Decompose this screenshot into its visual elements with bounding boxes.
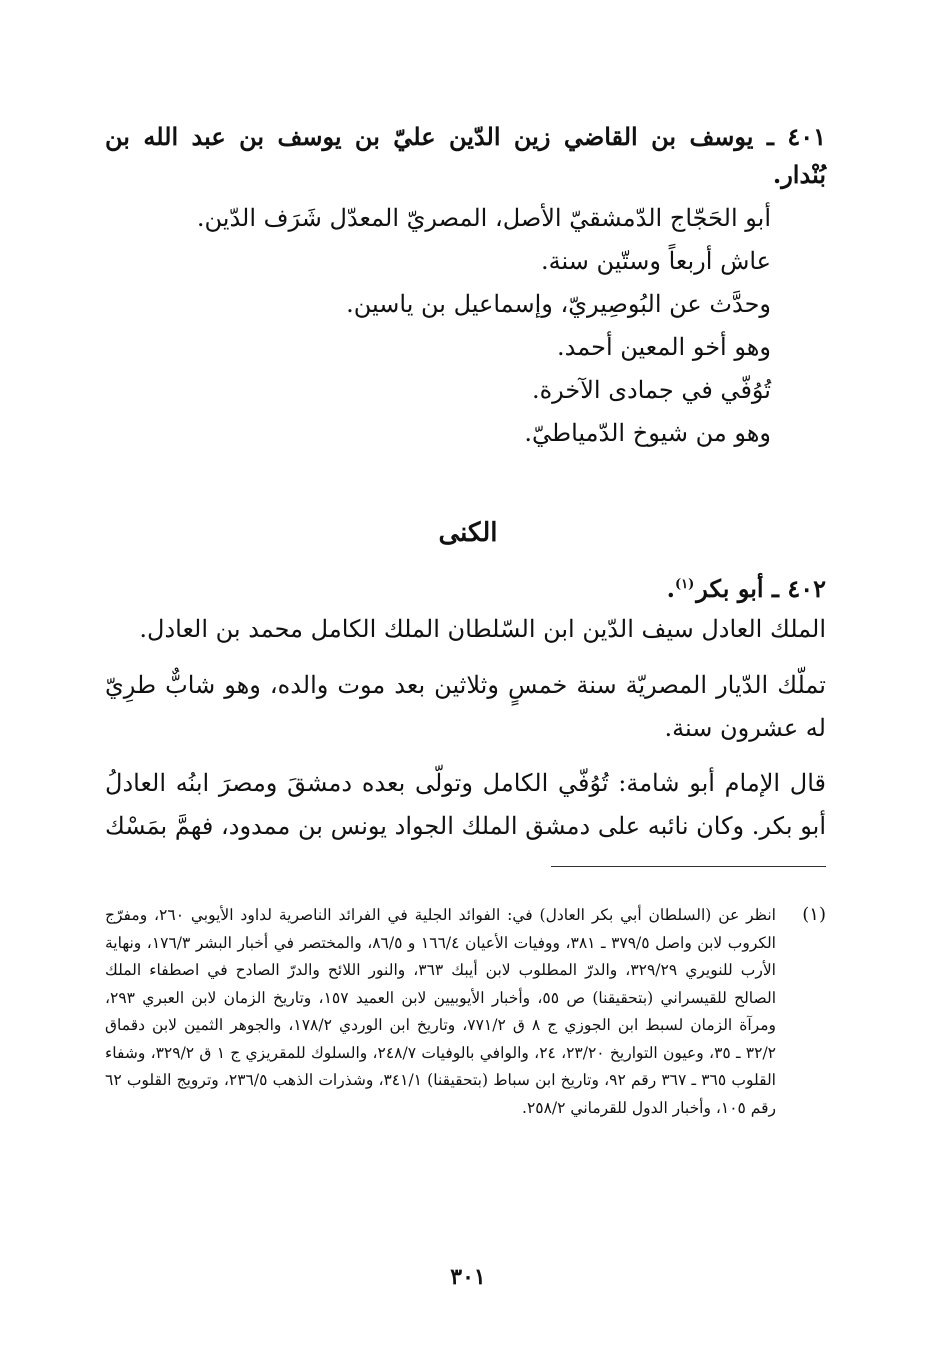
entry-401-line-2: عاش أربعاً وستّين سنة. xyxy=(541,247,771,275)
entry-402-heading-end: . xyxy=(666,574,675,603)
entry-401-line-6: وهو من شيوخ الدّمياطيّ. xyxy=(524,419,771,447)
entry-401-line-3: وحدَّث عن البُوصِيريّ، وإسماعيل بن ياسين. xyxy=(346,290,771,318)
entry-402-paragraph-2-line-1: قال الإمام أبو شامة: تُوُفّي الكامل وتولّى بعده دمشقَ ومصرَ ابنُه العادلُ xyxy=(105,769,826,797)
entry-402-heading xyxy=(105,570,826,604)
entry-401-heading-line-2: بُنْدار. xyxy=(772,160,826,189)
footnote-text: انظر عن (السلطان أبي بكر العادل) في: الفوائد الجلية في الفرائد الناصرية لداود الأيوبي ٢٦٠، ومفرّج الكروب لابن واصل ٣٧٩/٥ ـ ٣٨١، ووفيات الأعيان ١٦٦/٤ و ٨٦/٥، والمختصر في أخبار البشر ١٧٦/٣، ونهاية الأرب للنويري ٣٢٩/٢٩، والدرّ المطلوب لابن أيبك ٣٦٣، والنور اللائح والدرّ الصادح في اصطفاء الملك الصالح للقيسراني (بتحقيقنا) ص ٥٥، وأخبار الأيوبيين لابن العميد ١٥٧، وتاريخ الزمان لابن العبري ٢٩٣، ومرآة الزمان لسبط ابن الجوزي ج ٨ ق ٧٧١/٢، وتاريخ ابن الوردي ١٧٨/٢، والجوهر الثمين لابن دقماق ٣٢/٢ ـ ٣٥، وعيون التواريخ ٢٣/٢٠، ٢٤، والوافي بالوفيات ٢٤٨/٧، والسلوك للمقريزي ج ١ ق ٣٢٩/٢، وشفاء القلوب ٣٦٥ ـ ٣٦٧ رقم ٩٢، وتاريخ ابن سباط (بتحقيقنا) ٣٤١/١، وشذرات الذهب ٢٣٦/٥، وترويج القلوب ٦٢ رقم ١٠٥، وأخبار الدول للقرماني ٢٥٨/٢. xyxy=(105,906,777,1117)
footnote-marker: (١) xyxy=(802,904,826,925)
entry-402-paragraph-1-line-1: تملّك الدّيار المصريّة سنة خمسٍ وثلاثين بعد موت والده، وهو شابٌّ طرِيّ xyxy=(105,671,826,699)
entry-402-heading-text: ٤٠٢ ـ أبو بكر xyxy=(696,574,826,603)
entry-401-line-1: أبو الحَجّاج الدّمشقيّ الأصل، المصريّ المعدّل شَرَف الدّين. xyxy=(196,204,771,232)
page-number: ٣٠١ xyxy=(450,1264,486,1290)
entry-402-paragraph-2-line-2: أبو بكر. وكان نائبه على دمشق الملك الجواد يونس بن ممدود، فهمَّ بمَسْك xyxy=(105,812,826,840)
entry-402-paragraph-1-line-2: له عشرون سنة. xyxy=(664,714,826,742)
footnote-separator xyxy=(551,866,826,867)
entry-401-heading-line-1: ٤٠١ ـ يوسف بن القاضي زين الدّين عليّ بن يوسف بن عبد الله بن xyxy=(105,122,826,151)
section-title: الكنى xyxy=(438,518,498,548)
entry-401-line-4: وهو أخو المعين أحمد. xyxy=(557,333,771,361)
entry-402-line-1: الملك العادل سيف الدّين ابن السّلطان الملك الكامل محمد بن العادل. xyxy=(139,615,826,643)
entry-401-line-5: تُوُفّي في جمادى الآخرة. xyxy=(531,376,771,404)
footnote-reference[interactable]: (١) xyxy=(675,577,695,592)
